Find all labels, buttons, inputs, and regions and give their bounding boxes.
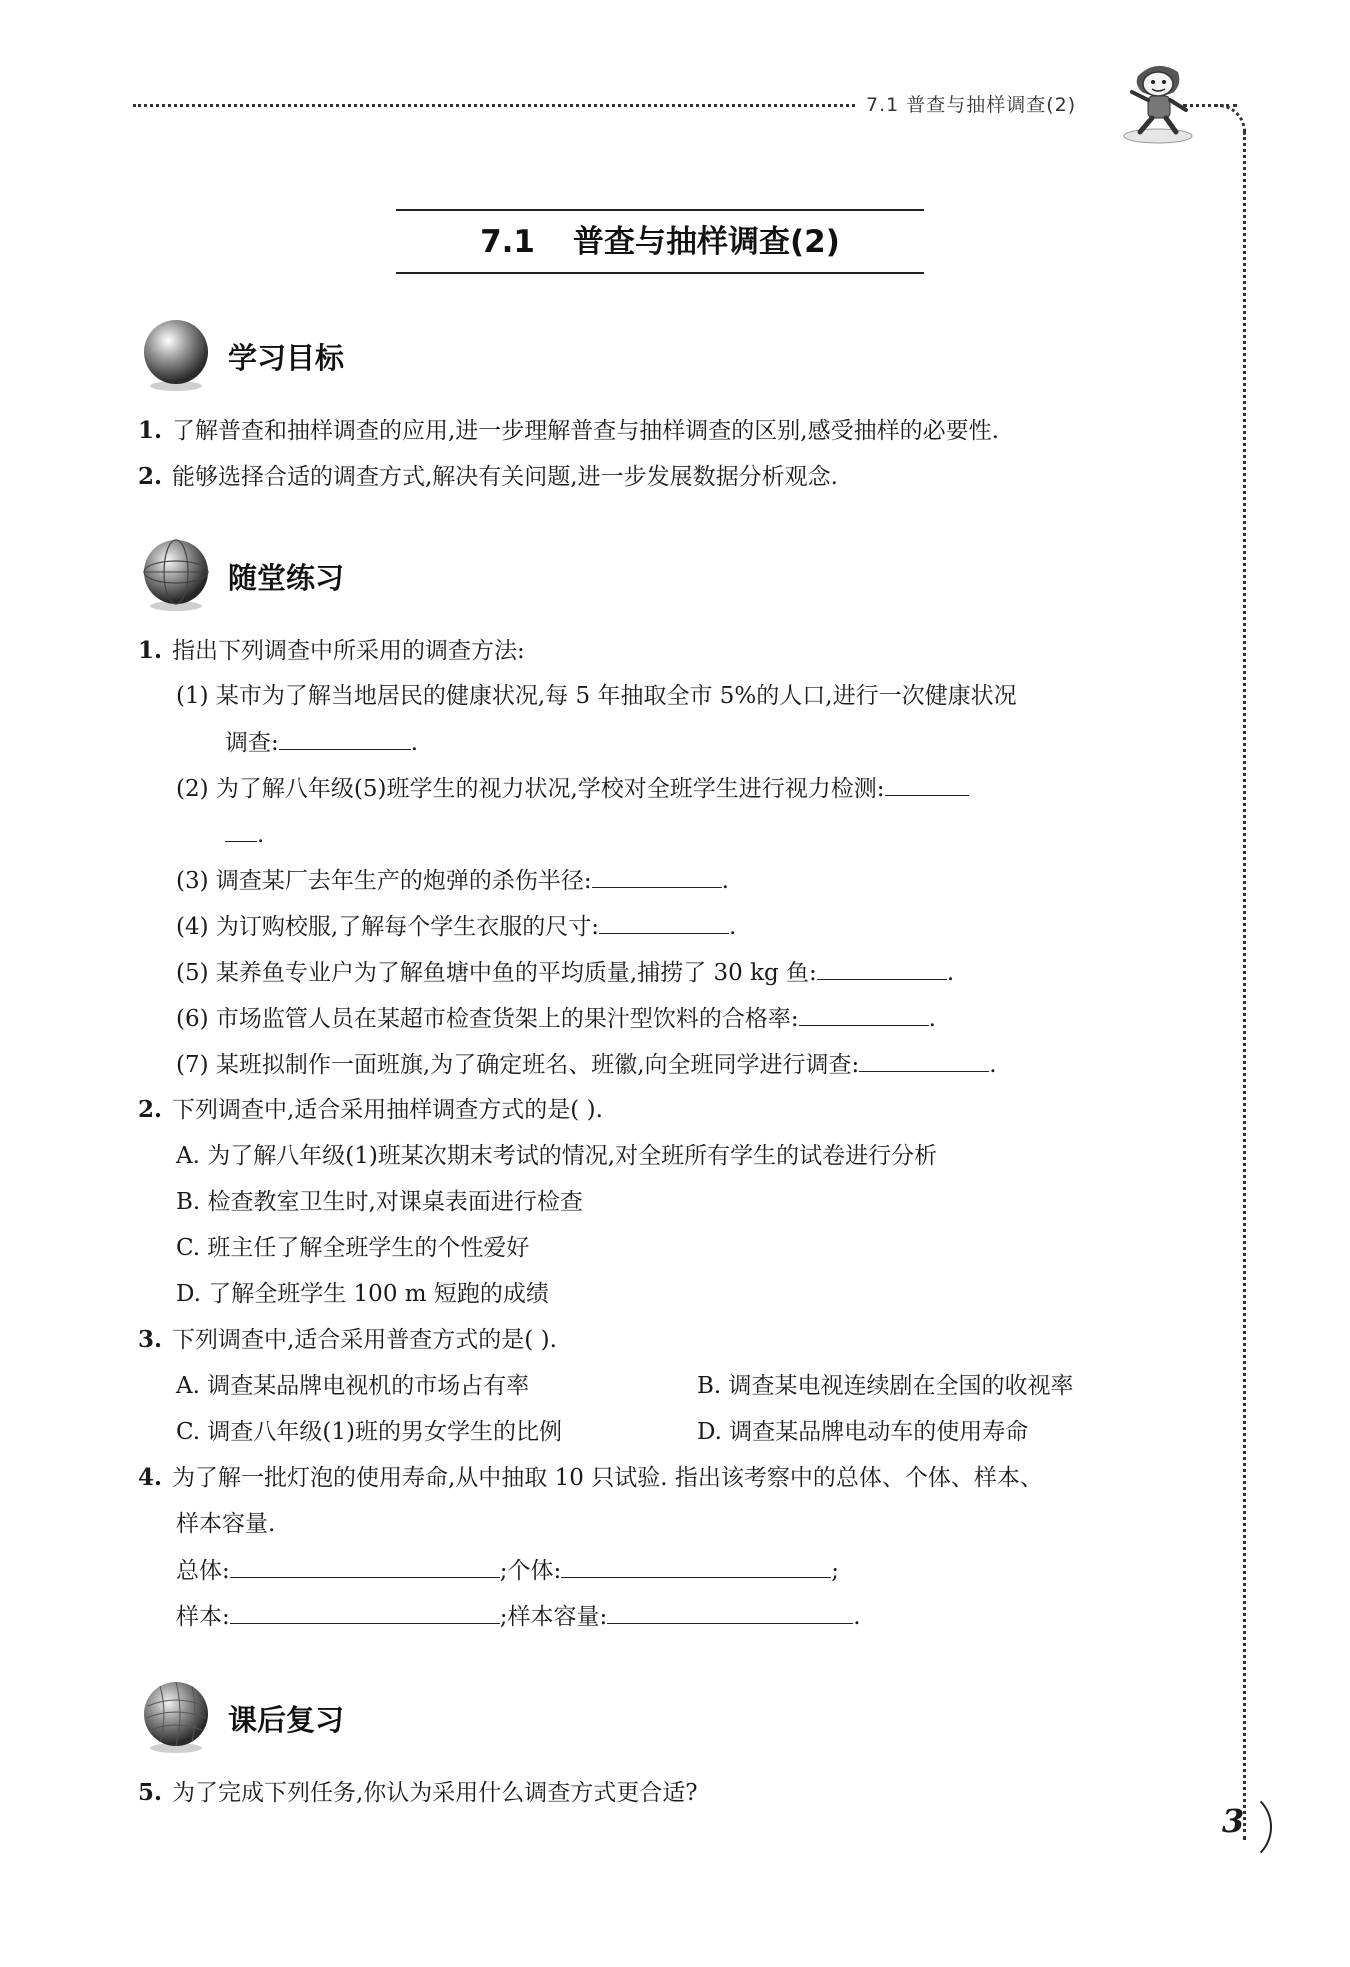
question-3-option-a: A. 调查某品牌电视机的市场占有率: [176, 1373, 530, 1399]
mascot-icon: [1118, 56, 1196, 146]
question-2-option-c: C. 班主任了解全班学生的个性爱好: [176, 1235, 530, 1261]
answer-blank[interactable]: [885, 773, 969, 796]
running-header-title: 7.1 普查与抽样调查(2): [866, 94, 1077, 116]
page-title: [396, 216, 924, 261]
question-1-item-2-answer: .: [225, 819, 264, 850]
answer-blank[interactable]: [859, 1049, 989, 1072]
question-1-item-2: (2) 为了解八年级(5)班学生的视力状况,学校对全班学生进行视力检测:: [176, 773, 969, 804]
section-heading: 学习目标: [228, 341, 345, 375]
page-number: 3: [1222, 1802, 1245, 1840]
answer-blank[interactable]: [230, 1601, 500, 1624]
question-3-option-d: D. 调查某品牌电动车的使用寿命: [697, 1419, 1029, 1445]
mesh-sphere-icon: [138, 1676, 218, 1756]
answer-blank[interactable]: [592, 865, 722, 888]
question-1-item-1-answer: 调查: .: [225, 727, 418, 758]
title-rule-bottom: [396, 272, 924, 274]
answer-blank[interactable]: [230, 1555, 500, 1578]
answer-blank[interactable]: [279, 727, 411, 750]
title-rule-top: [396, 209, 924, 211]
question-2-stem: 2. 下列调查中,适合采用抽样调查方式的是( ).: [138, 1096, 603, 1123]
answer-blank[interactable]: [225, 819, 257, 842]
question-1-stem: 1. 指出下列调查中所采用的调查方法:: [138, 637, 525, 664]
question-1-item-7: (7) 某班拟制作一面班旗,为了确定班名、班徽,向全班同学进行调查: .: [176, 1049, 997, 1080]
question-2-option-b: B. 检查教室卫生时,对课桌表面进行检查: [176, 1189, 583, 1215]
objective-item: 2. 能够选择合适的调查方式,解决有关问题,进一步发展数据分析观念.: [138, 463, 838, 490]
question-3-stem: 3. 下列调查中,适合采用普查方式的是( ).: [138, 1326, 557, 1353]
question-1-item-3: (3) 调查某厂去年生产的炮弹的杀伤半径: .: [176, 865, 729, 896]
margin-rule-right: [1243, 130, 1246, 1840]
section-heading: 随堂练习: [228, 561, 345, 595]
question-4-stem: 4. 为了解一批灯泡的使用寿命,从中抽取 10 只试验. 指出该考察中的总体、个体、样本、: [138, 1464, 1043, 1491]
question-2-option-d: D. 了解全班学生 100 m 短跑的成绩: [176, 1281, 549, 1307]
question-3-option-b: B. 调查某电视连续剧在全国的收视率: [697, 1373, 1074, 1399]
section-heading: 课后复习: [228, 1703, 345, 1737]
question-4-fill-row-1: 总体: ;个体: ;: [176, 1555, 839, 1586]
question-1-item-4: (4) 为订购校服,了解每个学生衣服的尺寸: .: [176, 911, 736, 942]
question-1-item-5: (5) 某养鱼专业户为了解鱼塘中鱼的平均质量,捕捞了 30 kg 鱼: .: [176, 957, 954, 988]
answer-blank[interactable]: [817, 957, 947, 980]
answer-blank[interactable]: [561, 1555, 831, 1578]
objective-item: 1. 了解普查和抽样调查的应用,进一步理解普查与抽样调查的区别,感受抽样的必要性.: [138, 417, 999, 444]
section-number: 7.1: [480, 224, 535, 260]
question-4-fill-row-2: 样本: ;样本容量: .: [176, 1601, 861, 1632]
question-4-stem-cont: 样本容量.: [176, 1511, 276, 1537]
section-title: 普查与抽样调查(2): [573, 224, 840, 260]
sphere-icon: [138, 314, 218, 394]
question-1-item-1: (1) 某市为了解当地居民的健康状况,每 5 年抽取全市 5%的人口,进行一次健康状况: [176, 683, 1017, 709]
question-3-option-c: C. 调查八年级(1)班的男女学生的比例: [176, 1419, 562, 1445]
answer-blank[interactable]: [607, 1601, 853, 1624]
globe-icon: [138, 534, 218, 614]
header-rule-left: [133, 104, 855, 107]
question-1-item-6: (6) 市场监管人员在某超市检查货架上的果汁型饮料的合格率: .: [176, 1003, 936, 1034]
question-5-stem: 5. 为了完成下列任务,你认为采用什么调查方式更合适?: [138, 1779, 698, 1806]
answer-blank[interactable]: [599, 911, 729, 934]
answer-blank[interactable]: [799, 1003, 929, 1026]
header-rule-corner: [1215, 104, 1246, 135]
question-2-option-a: A. 为了解八年级(1)班某次期末考试的情况,对全班所有学生的试卷进行分析: [176, 1143, 938, 1169]
